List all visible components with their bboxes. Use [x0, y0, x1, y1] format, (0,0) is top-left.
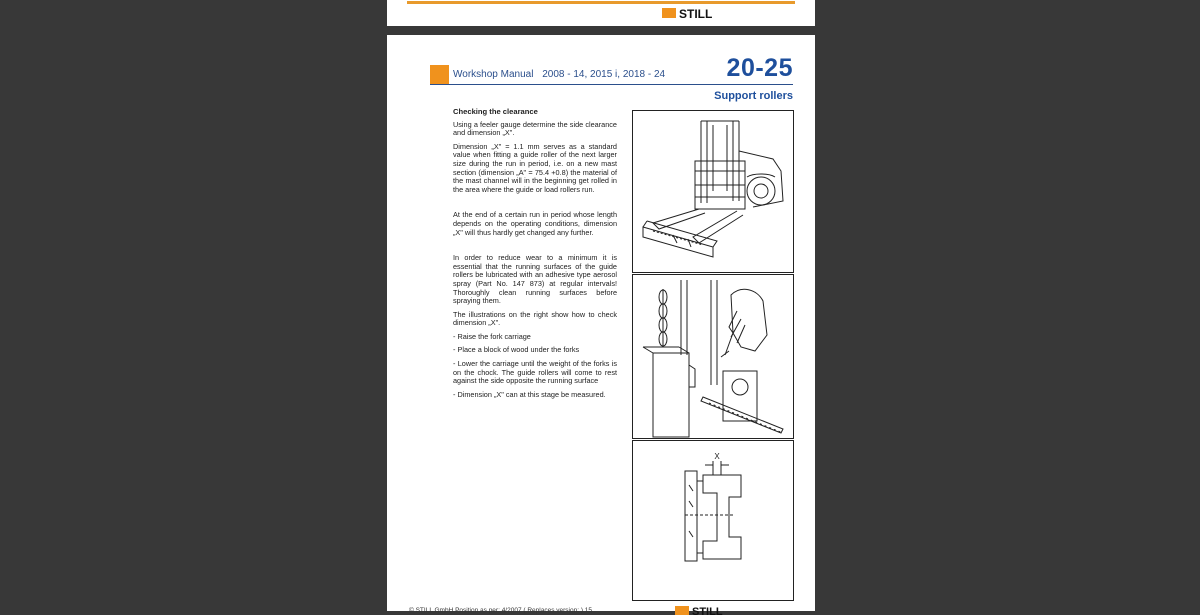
document-page [387, 35, 815, 615]
paragraph: The illustrations on the right show how to check dimension „X". [453, 309, 617, 328]
body-text [453, 108, 617, 404]
previous-page-footer-bar [407, 1, 795, 4]
chain [659, 289, 667, 347]
header-rule [430, 84, 793, 85]
step-item: - Raise the fork carriage [453, 331, 531, 341]
section-title: Support rollers [714, 90, 793, 102]
svg-text:STILL: STILL [692, 606, 723, 615]
page-footer: © STILL GmbH Position as per: 4/2007 ( Replaces version: ) 15 [409, 607, 593, 614]
header-accent-square [430, 65, 449, 84]
step-item: - Dimension „X" can at this stage be measured. [453, 389, 606, 399]
feeler-gauge-illustration [633, 275, 793, 438]
figure-forklift-mast [632, 110, 794, 273]
paragraph: Using a feeler gauge determine the side clearance and dimension „X". [453, 119, 617, 138]
still-logo-footer [675, 605, 755, 615]
page-number: 20-25 [726, 54, 793, 82]
manual-series: 2008 - 14, 2015 i, 2018 - 24 [542, 69, 666, 80]
svg-text:STILL: STILL [679, 7, 713, 20]
paragraph: Dimension „X" = 1.1 mm serves as a standard value when fitting a guide roller of the next larger size during the run in period, i.e. on a new mast section (dimension „A" = 75.4 +0.8) the material of the mast channel will in the beginning get rolled in the area where the guide or load rollers run. [453, 141, 617, 194]
step-item: - Lower the carriage until the weight of the forks is on the chock. The guide rollers will come to rest against the side opposite the running surface [453, 359, 617, 386]
previous-page-fragment [387, 0, 815, 26]
still-logo-fragment [662, 6, 732, 20]
cross-section-illustration [633, 441, 793, 600]
figure-feeler-gauge [632, 274, 794, 439]
header-title [453, 69, 671, 80]
content-heading: Checking the clearance [453, 107, 538, 116]
step-item: - Place a block of wood under the forks [453, 345, 580, 355]
paragraph: At the end of a certain run in period whose length depends on the operating conditions, dimension „X" will thus hardly get changed any further. [453, 210, 617, 237]
forklift-mast-illustration [633, 111, 793, 272]
paragraph: In order to reduce wear to a minimum it is essential that the running surfaces of the guide rollers be lubricated with an adhesive type aerosol spray (Part No. 147 873) at regular intervals! Thoroughly clean running surfaces before spraying them. [453, 253, 617, 306]
manual-title: Workshop Manual [453, 69, 534, 80]
dimension-x-label: X [714, 452, 720, 461]
figure-cross-section [632, 440, 794, 601]
